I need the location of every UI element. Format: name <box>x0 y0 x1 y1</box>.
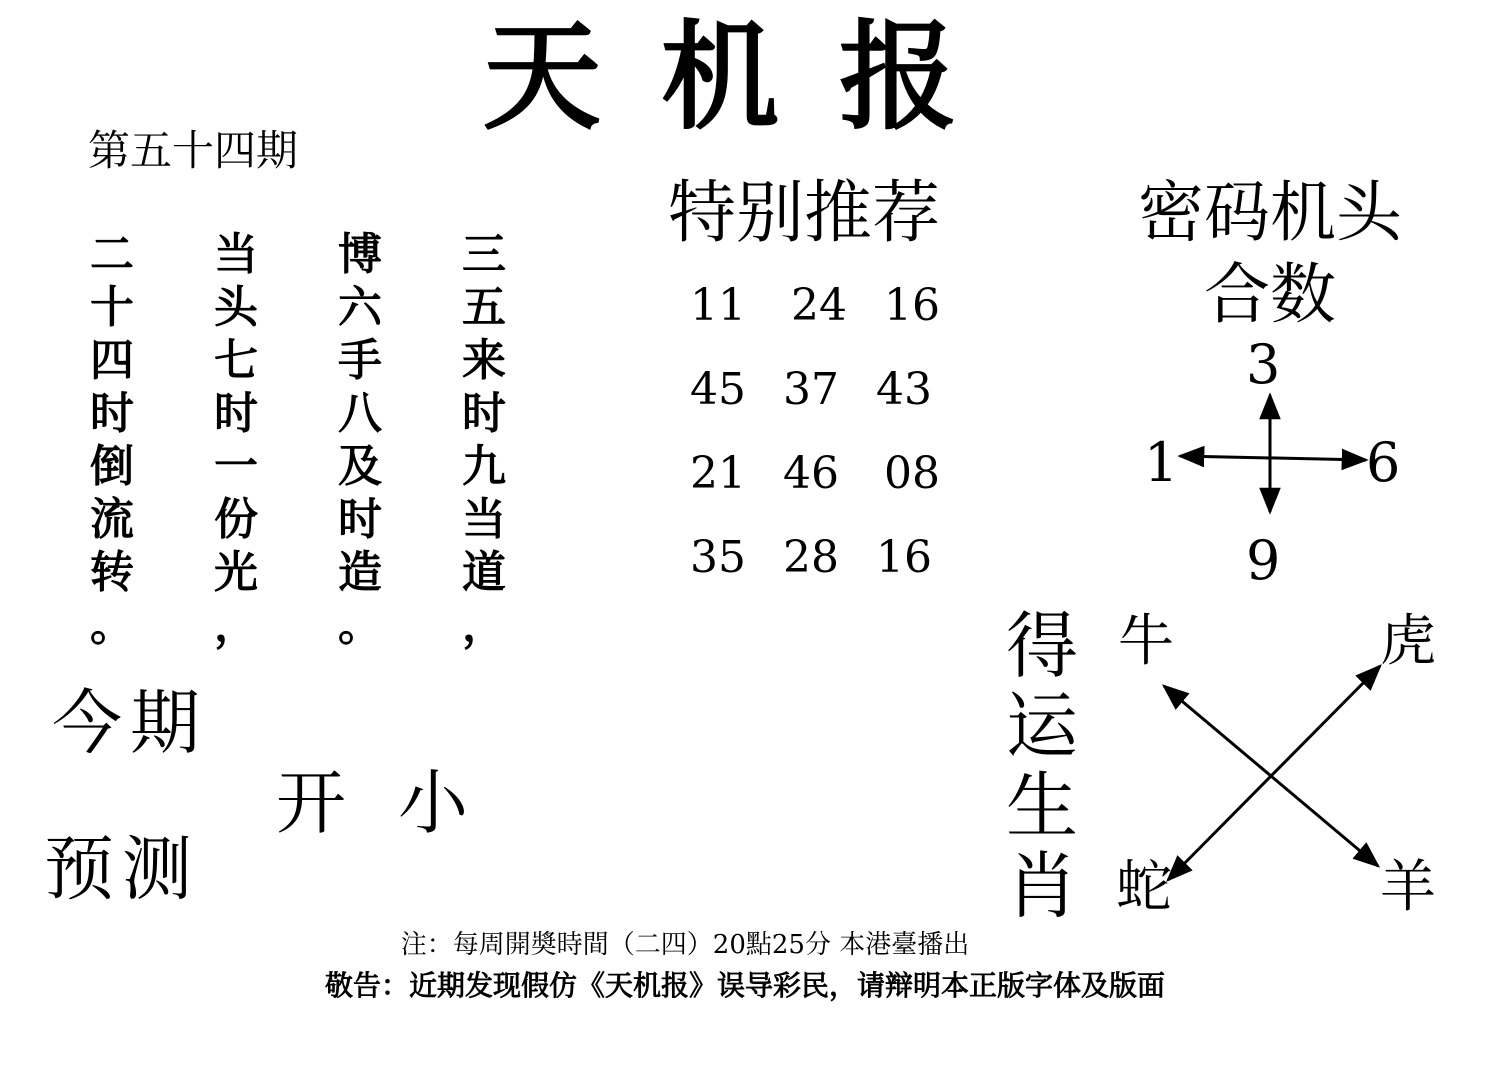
code-head-top-number: 3 <box>1246 333 1281 396</box>
number-cell: 35 <box>690 532 746 583</box>
poem-char: 时 <box>90 388 134 439</box>
poem-char: 六 <box>338 282 382 333</box>
number-cell: 21 <box>690 448 746 499</box>
poem-char: 时 <box>338 494 382 545</box>
number-cell: 16 <box>876 532 932 583</box>
lucky-zodiac-title-char: 肖 <box>1005 844 1078 928</box>
poem-char: 九 <box>462 441 506 492</box>
issue-number: 第五十四期 <box>88 126 299 175</box>
number-cell: 28 <box>783 532 839 583</box>
poem-char: 倒 <box>90 441 134 492</box>
code-head-left-number: 1 <box>1144 431 1179 494</box>
prediction-value-open: 开 <box>276 762 346 844</box>
poem-char: 当 <box>214 229 258 280</box>
poem-punctuation: ， <box>214 600 258 651</box>
poem-char: 八 <box>338 388 382 439</box>
lucky-zodiac-title-char: 得 <box>1005 604 1078 688</box>
number-cell: 24 <box>791 280 847 331</box>
poem-char: 及 <box>338 441 382 492</box>
poem-char: 十 <box>90 282 134 333</box>
counterfeit-warning: 敬告：近期发现假仿《天机报》误导彩民，请辩明本正版字体及版面 <box>324 969 1165 1002</box>
prediction-label-forecast: 预测 <box>44 828 200 910</box>
code-head-bottom-number: 9 <box>1246 529 1281 592</box>
code-head-subtitle: 合数 <box>1204 256 1336 333</box>
poem-char: 二 <box>90 229 134 280</box>
poem-char: 转 <box>90 547 134 598</box>
poem-char: 光 <box>214 547 258 598</box>
poem-char: 时 <box>214 388 258 439</box>
zodiac-goat: 羊 <box>1380 855 1436 920</box>
special-recommend-title: 特别推荐 <box>668 174 941 253</box>
number-cell: 37 <box>783 364 839 415</box>
prediction-label-current: 今期 <box>52 682 208 764</box>
x-arrow-tiger-snake <box>1168 666 1380 880</box>
zodiac-tiger: 虎 <box>1380 609 1436 674</box>
poem-char: 来 <box>462 335 506 386</box>
cross-arrow-horizontal <box>1180 456 1366 460</box>
poem-char: 造 <box>338 547 382 598</box>
prediction-value-small: 小 <box>398 762 468 844</box>
poem-punctuation: 。 <box>338 600 382 651</box>
poem-char: 四 <box>90 335 134 386</box>
newspaper-title: 天机报 <box>482 8 1017 146</box>
poem-punctuation: ， <box>462 600 506 651</box>
poem-char: 三 <box>462 229 506 280</box>
number-cell: 16 <box>884 280 940 331</box>
poem-char: 时 <box>462 388 506 439</box>
poem-char: 博 <box>338 229 382 280</box>
zodiac-snake: 蛇 <box>1116 855 1172 920</box>
poem-char: 五 <box>462 282 506 333</box>
number-cell: 08 <box>884 448 940 499</box>
number-cell: 43 <box>876 364 932 415</box>
poem-char: 流 <box>90 494 134 545</box>
poem-char: 道 <box>462 547 506 598</box>
zodiac-ox: 牛 <box>1118 609 1174 674</box>
number-cell: 45 <box>690 364 746 415</box>
poem-char: 七 <box>214 335 258 386</box>
lucky-zodiac-title-char: 运 <box>1005 684 1078 768</box>
number-cell: 46 <box>783 448 839 499</box>
poem-char: 份 <box>214 494 258 545</box>
poem-punctuation: 。 <box>90 600 134 651</box>
poem-char: 一 <box>214 441 258 492</box>
code-head-right-number: 6 <box>1366 431 1401 494</box>
lucky-zodiac-title-char: 生 <box>1005 764 1078 848</box>
number-cell: 11 <box>690 280 746 331</box>
broadcast-note: 注：每周開奬時間（二四）20點25分 本港臺播出 <box>400 930 970 960</box>
poem-char: 当 <box>462 494 506 545</box>
poem-char: 头 <box>214 282 258 333</box>
poem-char: 手 <box>338 335 382 386</box>
code-head-title: 密码机头 <box>1138 174 1402 251</box>
